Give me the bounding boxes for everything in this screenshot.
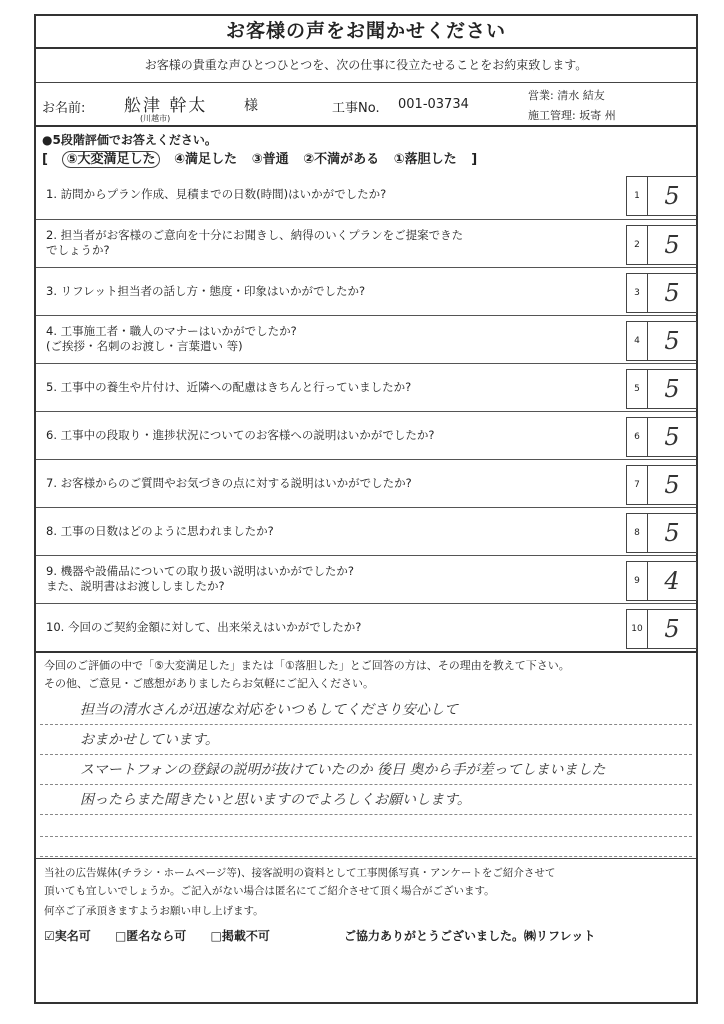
option-real-name-checkbox[interactable]: ☑実名可 (44, 929, 91, 943)
answer-box[interactable]: 5 (647, 273, 697, 313)
sales-staff: 営業: 清水 結友 (528, 89, 605, 102)
comment-line[interactable] (40, 839, 692, 857)
question-number: 4 (626, 321, 647, 361)
question-number: 9 (626, 561, 647, 601)
honorific: 様 (244, 98, 258, 114)
question-number: 5 (626, 369, 647, 409)
consent-text: 頂いても宜しいでしょうか。ご記入がない場合は匿名にてご紹介させて頂く場合がございます。 (44, 885, 495, 897)
question-row (36, 219, 696, 267)
question-number: 10 (626, 609, 647, 649)
option-anonymous-checkbox[interactable]: □匿名なら可 (114, 929, 187, 943)
question-number: 2 (626, 225, 647, 265)
customer-city: (川越市) (140, 114, 171, 123)
bracket-close: ] (471, 152, 478, 167)
question-row (36, 603, 696, 651)
question-number: 8 (626, 513, 647, 553)
answer-box[interactable]: 5 (647, 417, 697, 457)
thanks-message: ご協力ありがとうございました。㈱リフレット (344, 929, 596, 943)
scale-5: ⑤大変満足した (62, 151, 159, 168)
question-row (36, 171, 696, 219)
question-number: 3 (626, 273, 647, 313)
question-list (36, 171, 696, 653)
form-subtitle: お客様の貴重な声ひとつひとつを、次の仕事に役立たせることをお約束致します。 (36, 49, 696, 83)
question-row (36, 459, 696, 507)
answer-box[interactable]: 5 (647, 465, 697, 505)
scale-4: ④満足した (174, 152, 238, 167)
customer-info (36, 83, 696, 127)
question-number: 7 (626, 465, 647, 505)
question-text: 7. お客様からのご質問やお気づきの点に対する説明はいかがでしたか? (46, 476, 412, 490)
question-number: 1 (626, 176, 647, 216)
customer-name: 舩津 幹太 (124, 96, 208, 116)
answer-box[interactable]: 4 (647, 561, 697, 601)
rating-instruction: ●5段階評価でお答えください。 (42, 133, 217, 147)
comments-prompt-other: その他、ご意見・ご感想がありましたらお気軽にご記入ください。 (44, 677, 374, 690)
rating-scale-header (36, 127, 696, 171)
answer-box[interactable]: 5 (647, 609, 697, 649)
question-text: 1. 訪問からプラン作成、見積までの日数(時間)はいかがでしたか? (46, 187, 387, 201)
question-text: 3. リフレット担当者の話し方・態度・印象はいかがでしたか? (46, 284, 366, 298)
construction-manager: 施工管理: 坂寄 州 (528, 109, 616, 122)
question-text: 9. 機器や設備品についての取り扱い説明はいかがでしたか? また、説明書はお渡ししましたか? (46, 564, 354, 593)
survey-form (34, 14, 698, 1004)
question-text: 6. 工事中の段取り・進捗状況についてのお客様への説明はいかがでしたか? (46, 428, 435, 442)
question-row (36, 555, 696, 603)
answer-box[interactable]: 5 (647, 225, 697, 265)
question-row (36, 363, 696, 411)
scale-2: ②不満がある (303, 152, 380, 167)
consent-options (44, 927, 290, 944)
question-text: 2. 担当者がお客様のご意向を十分にお聞きし、納得のいくプランをご提案できた でしょうか? (46, 228, 464, 257)
question-row (36, 315, 696, 363)
scale-3: ③普通 (251, 152, 289, 167)
comments-prompt: 今回のご評価の中で「⑤大変満足した」または「①落胆した」とご回答の方は、その理由を教えて下さい。 (44, 659, 570, 672)
question-row (36, 507, 696, 555)
question-row (36, 411, 696, 459)
answer-box[interactable]: 5 (647, 369, 697, 409)
comment-line[interactable] (40, 817, 692, 837)
kouji-label: 工事No. (332, 101, 380, 116)
comments-section (36, 653, 696, 859)
question-text: 5. 工事中の養生や片付け、近隣への配慮はきちんと行っていましたか? (46, 380, 412, 394)
consent-text: 当社の広告媒体(チラシ・ホームページ等)、接客説明の資料として工事関係写真・アンケートをご紹介させて (44, 867, 556, 879)
consent-text: 何卒ご了承頂きますようお願い申し上げます。 (44, 905, 264, 917)
comment-line[interactable]: 困ったらまた聞きたいと思いますのでよろしくお願いします。 (40, 787, 692, 815)
question-text: 4. 工事施工者・職人のマナーはいかがでしたか? (ご挨拶・名刺のお渡し・言葉遣い 等) (46, 324, 297, 353)
bracket-open: [ (42, 152, 48, 167)
comment-line[interactable]: スマートフォンの登録の説明が抜けていたのか 後日 奥から手が差ってしまいました (40, 757, 692, 785)
answer-box[interactable]: 5 (647, 321, 697, 361)
form-title: お客様の声をお聞かせください (36, 16, 696, 49)
comment-line[interactable]: 担当の清水さんが迅速な対応をいつもしてくださり安心して (40, 697, 692, 725)
scale-1: ①落胆した (393, 152, 457, 167)
question-text: 8. 工事の日数はどのように思われましたか? (46, 524, 274, 538)
consent-section (36, 859, 696, 969)
question-number: 6 (626, 417, 647, 457)
kouji-number: 001-03734 (398, 97, 469, 112)
question-text: 10. 今回のご契約金額に対して、出来栄えはいかがでしたか? (46, 620, 362, 634)
comment-line[interactable]: おまかせしています。 (40, 727, 692, 755)
option-no-publish-checkbox[interactable]: □掲載不可 (210, 929, 270, 943)
answer-box[interactable]: 5 (647, 176, 697, 216)
answer-box[interactable]: 5 (647, 513, 697, 553)
name-label: お名前: (42, 101, 86, 116)
question-row (36, 267, 696, 315)
rating-scale (42, 148, 487, 167)
